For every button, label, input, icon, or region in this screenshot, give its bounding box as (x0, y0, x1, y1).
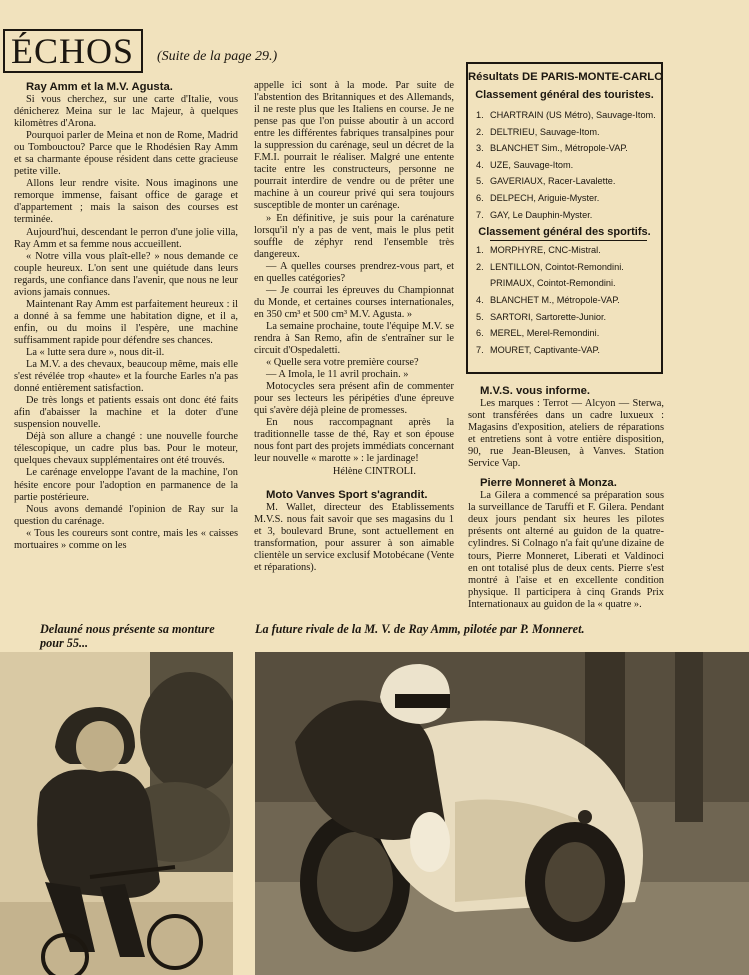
column-2 (254, 80, 454, 574)
result-name: GAVERIAUX, Racer-Lavalette. (490, 176, 616, 187)
paragraph: Le carénage enveloppe l'avant de la machine, l'on hésite encore pour l'adoption en parmanence de la partie postérieure. (14, 467, 238, 503)
result-name: GAY, Le Dauphin-Myster. (490, 209, 593, 220)
result-name: BLANCHET M., Métropole-VAP. (490, 294, 620, 305)
result-entry (476, 295, 661, 306)
result-entry (476, 160, 661, 171)
article-body-mvs: Les marques : Terrot — Alcyon — Sterwa, sont transférées dans un cadre luxueux : Magasins d'exposition, ateliers de réparations et entretiens sont à votre entière disposition, 90, rue Jean-Bleusen, à Vanves. Station Service Vap. (468, 398, 664, 470)
tourists-list (468, 110, 661, 221)
result-entry (476, 328, 661, 339)
result-rank: 7. (476, 209, 484, 220)
result-entry (476, 262, 661, 273)
result-name: DELPECH, Ariguie-Myster. (490, 192, 600, 203)
article-title-mvs: M.V.S. vous informe. (480, 385, 591, 397)
result-entry (476, 127, 661, 138)
result-rank: 1. (476, 245, 484, 256)
article-body-agusta-part1 (14, 94, 238, 552)
result-entry (476, 312, 661, 323)
article-body-agusta-part2 (254, 80, 454, 466)
result-entry (476, 278, 661, 289)
paragraph: — Je courrai les épreuves du Championnat du Monde, et certaines courses internationales, en 350 cm³ et 500 cm³ M.V. Agusta. » (254, 284, 454, 320)
result-name: CHARTRAIN (US Métro), Sauvage-Itom. (490, 110, 656, 120)
caption-left: Delauné nous présente sa monture pour 55... (40, 622, 215, 650)
column-1 (14, 80, 238, 552)
result-name: PRIMAUX, Cointot-Remondini. (490, 278, 616, 289)
paragraph: La semaine prochaine, toute l'équipe M.V. se rendra à San Remo, afin de s'entraîner sur le circuit d'Ospedaletti. (254, 320, 454, 357)
result-rank: 6. (476, 328, 484, 339)
paragraph: « Quelle sera votre première course? (266, 357, 419, 369)
result-rank: 4. (476, 159, 484, 170)
result-entry (476, 143, 661, 154)
paragraph: — A Imola, le 11 avril prochain. » (266, 369, 409, 381)
result-rank: 4. (476, 294, 484, 305)
paragraph: « Tous les coureurs sont contre, mais les « caisses mortuaires » comme on les (14, 527, 238, 551)
paragraph: Allons leur rendre visite. Nous imaginons une remorque immense, faisant office de garage et d'appartement ; mais la saison des courses est terminée. (14, 178, 238, 226)
paragraph: appelle ici sont à la mode. Par suite de l'abstention des Britanniques et des Allemands, il ne reste plus que les Italiens en course. Je ne pense pas que l'on puisse aboutir à un accord entre les différentes fabriques transalpines pour la suppression du carénage, seul un décret de la F.M.I. pourrait le réaliser. Malgré une entente tacite entre les constructeurs, personne ne pourrait interdire de vendre ou de prêter une machine à un coureur privé qui sera toujours susceptible de monter un carénage. (254, 80, 454, 212)
result-rank: 6. (476, 192, 484, 203)
paragraph: Nous avons demandé l'opinion de Ray sur la question du carénage. (14, 503, 238, 527)
result-rank: 5. (476, 176, 484, 187)
tourists-heading: Classement général des touristes. (475, 89, 654, 101)
result-name: DELTRIEU, Sauvage-Itom. (490, 126, 600, 137)
result-name: UZE, Sauvage-Itom. (490, 159, 574, 170)
result-entry (476, 110, 661, 121)
result-entry (476, 210, 661, 221)
paragraph: » En définitive, je suis pour la carénature lorsqu'il n'y a pas de vent, mais le plus petit souffle de zéphyr rend l'ensemble très dangereux. (254, 212, 454, 260)
paragraph: — A quelles courses prendrez-vous part, et en quelles catégories? (254, 260, 454, 284)
article-title-monza: Pierre Monneret à Monza. (480, 477, 617, 490)
article-title-agusta: Ray Amm et la M.V. Agusta. (26, 81, 173, 93)
result-rank: 7. (476, 344, 484, 355)
paragraph: La « lutte sera dure », nous dit-il. (26, 346, 165, 358)
article-body-vanves: M. Wallet, directeur des Etablissements M.V.S. nous fait savoir que ses magasins du 1 et 3, boulevard Brune, sont actuellement en transformation, pour assurer à son aimable clientèle un service exclusif Motobécane (Vente et réparations). (254, 501, 454, 573)
sport-heading: Classement général des sportifs. (478, 226, 651, 239)
author-signature: Hélène CINTROLI. (332, 465, 416, 477)
paragraph: Si vous cherchez, sur une carte d'Italie, vous dénicherez Meina sur le lac Majeur, à quelques kilomètres d'Arona. (14, 94, 238, 130)
result-rank: 5. (476, 311, 484, 322)
result-entry (476, 245, 661, 256)
paragraph: Maintenant Ray Amm est parfaitement heureux : il a donné à sa femme une habitation digne, et il a, enfin, ou du moins il l'espère, une machine suffisamment rapide pour défendre ses chances. (14, 298, 238, 346)
result-name: MEREL, Merel-Remondini. (490, 328, 600, 339)
result-name: SARTORI, Sartorette-Junior. (490, 311, 607, 322)
result-rank: 1. (476, 110, 484, 120)
result-rank (476, 278, 490, 289)
paragraph: La M.V. a des chevaux, beaucoup même, mais elle s'est révélée trop «haute» et la fourche Earles n'a pas donné entièrement satisfaction. (14, 359, 238, 395)
result-entry (476, 176, 661, 187)
result-rank: 2. (476, 261, 484, 272)
paragraph: Aujourd'hui, descendant le perron d'une jolie villa, Ray Amm et sa femme nous accueillent. (14, 226, 238, 250)
photo-racing-motorcycle (255, 652, 749, 975)
paragraph: En nous raccompagnant après la traditionnelle tasse de thé, Ray et son épouse nous font part des projets immédiats concernant leur nouvelle « marotte » : le jardinage! (254, 417, 454, 465)
section-title: ÉCHOS (3, 29, 143, 73)
results-title: Résultats DE PARIS-MONTE-CARLO (468, 71, 663, 83)
paragraph: Déjà son allure a changé : une nouvelle fourche télescopique, un cadre plus bas. Pour le moteur, quelques chevaux supplémentaires ont été trouvés. (14, 431, 238, 467)
result-name: BLANCHET Sim., Métropole-VAP. (490, 143, 628, 154)
sport-list (468, 245, 661, 356)
result-rank: 3. (476, 143, 484, 154)
paragraph: « Notre villa vous plaît-elle? » nous demande ce couple heureux. L'on sent une quiétude dans leurs regards, une confiance dans l'avenir, que nous ne leur avions jamais connues. (14, 250, 238, 298)
result-name: MOURET, Captivante-VAP. (490, 344, 600, 355)
heading-rule (490, 240, 647, 241)
paragraph: De très longs et patients essais ont donc été faits afin d'abaisser la machine et la doter d'une suspension nouvelle. (14, 395, 238, 431)
photo-rider-with-moped (0, 652, 233, 975)
result-rank: 2. (476, 126, 484, 137)
result-name: MORPHYRE, CNC-Mistral. (490, 245, 601, 256)
article-title-vanves: Moto Vanves Sport s'agrandit. (266, 488, 428, 501)
result-entry (476, 193, 661, 204)
article-body-monza: La Gilera a commencé sa préparation sous la surveillance de Taruffi et F. Gilera. Pendant deux jours pendant six heures les pilotes présents ont alterné au guidon de la quatre-cylindres. Si Colnago n'a fait qu'une dizaine de tours, Pierre Monneret, Liberati et Valdinoci en ont totalisé plus de deux cents. Pierre s'est montré à l'aise et en excellente condition physique. Il participera à cinq Grands Prix Internationaux au guidon de la « quatre ». (468, 490, 664, 610)
results-box (466, 62, 663, 374)
continuation-note: (Suite de la page 29.) (157, 49, 278, 64)
paragraph: Pourquoi parler de Meina et non de Rome, Madrid ou Tombouctou? Parce que le Rhodésien Ray Amm et sa charmante épouse résident dans cette gracieuse petite ville. (14, 130, 238, 178)
paragraph: Motocycles sera présent afin de commenter pour ses lecteurs les péripéties d'une épreuve qui s'avère déjà pleine de promesses. (254, 381, 454, 417)
column-3 (468, 384, 664, 611)
result-entry (476, 345, 661, 356)
result-name: LENTILLON, Cointot-Remondini. (490, 261, 624, 272)
caption-right: La future rivale de la M. V. de Ray Amm, pilotée par P. Monneret. (255, 622, 585, 636)
